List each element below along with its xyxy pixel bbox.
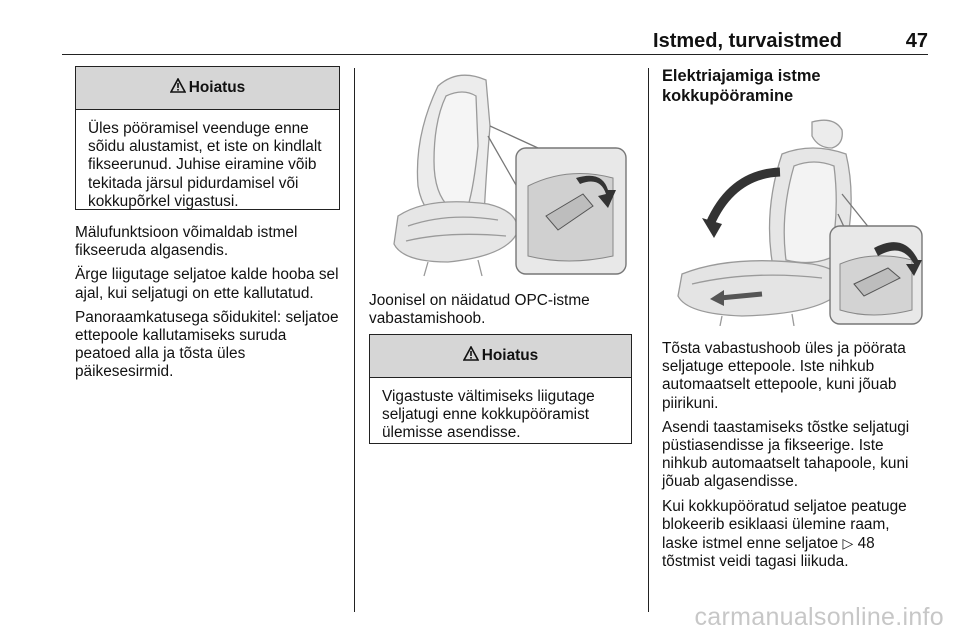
warning-triangle-icon — [170, 78, 186, 98]
paragraph: Panoraamkatusega sõidukitel: seljatoe ettepoole kallutamiseks suruda peatoed alla ja tõsta üles päikesesirmid. — [75, 308, 339, 381]
page-reference-arrow-icon: ▷ — [842, 535, 854, 552]
section-heading — [662, 66, 922, 106]
warning-box-2 — [369, 334, 632, 444]
paragraph: Tõsta vabastushoob üles ja pöörata seljatuge ettepoole. Iste nihkub automaatselt ettepoole, kuni jõuab piirikuni. — [662, 340, 906, 412]
paragraph: Asendi taastamiseks tõstke seljatugi püstiasendisse ja fikseerige. Iste nihkub automaatselt tahapoole, kuni jõuab algasendisse. — [662, 418, 910, 491]
opc-seat-illustration — [368, 66, 632, 278]
warning-header — [76, 67, 339, 110]
paragraph-text: Kui kokkupööratud seljatoe peatuge blokeerib esiklaasi ülemine raam, laske istmel enne seljatoe — [662, 497, 907, 553]
paragraph: Ärge liigutage seljatoe kalde hooba sel ajal, kui seljatugi on ette kallutatud. — [75, 266, 339, 302]
warning-label: Hoiatus — [481, 347, 539, 364]
warning-text: Vigastuste vältimiseks liigutage seljatugi enne kokkupööramist ülemisse asendisse. — [382, 388, 595, 442]
figure-caption: Joonisel on näidatud OPC-istme vabastamishoob. — [369, 292, 590, 328]
page-header — [62, 30, 928, 54]
page-reference-link[interactable]: 48 — [857, 535, 875, 553]
page-number: 47 — [905, 30, 928, 52]
warning-triangle-icon — [463, 346, 479, 366]
header-rule — [62, 54, 928, 55]
warning-box-1 — [75, 66, 340, 210]
paragraph — [662, 498, 927, 572]
column-divider-1 — [354, 68, 355, 612]
warning-header — [370, 335, 631, 378]
warning-text: Üles pööramisel veenduge enne sõidu alustamist, et iste on kindlalt fikseerunud. Juhise eiramine võib tekitada järsul pidurdamisel või kokkupõrkel vigastusi. — [88, 120, 322, 210]
col1-body — [75, 224, 340, 388]
col3-body — [662, 340, 927, 577]
heading-line: kokkupööramine — [662, 87, 794, 105]
section-title: Istmed, turvaistmed — [653, 30, 842, 52]
heading-line: Elektriajamiga istme — [662, 67, 821, 85]
paragraph-text: tõstmist veidi tagasi liikuda. — [662, 553, 849, 571]
power-seat-illustration — [662, 114, 926, 326]
column-divider-2 — [648, 68, 649, 612]
watermark: carmanualsonline.info — [694, 603, 944, 631]
paragraph: Mälufunktsioon võimaldab istmel fikseeruda algasendis. — [75, 224, 298, 260]
warning-label: Hoiatus — [188, 79, 246, 96]
